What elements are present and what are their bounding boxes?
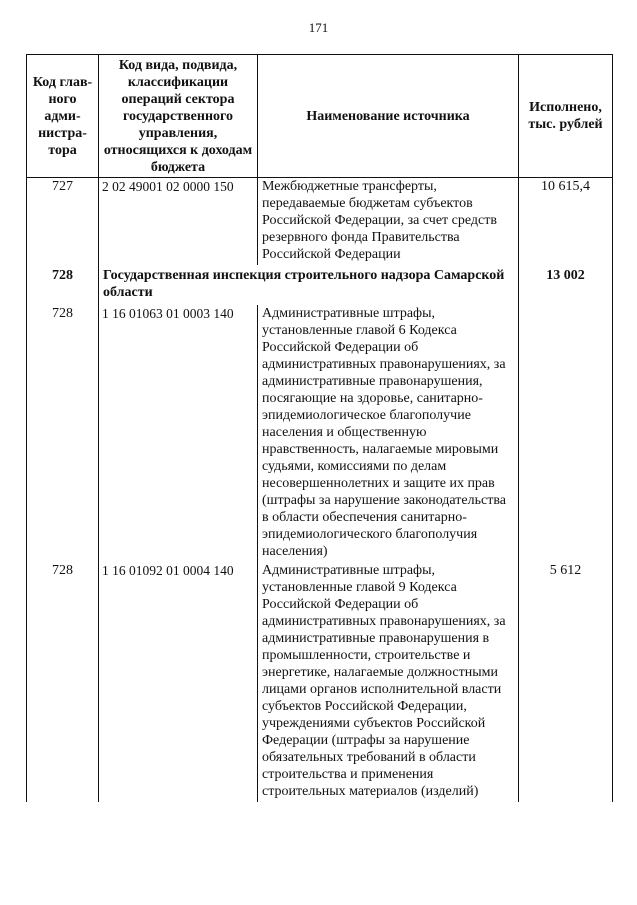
amount-cell xyxy=(519,305,613,562)
table-row xyxy=(27,305,613,562)
header-source-name: Наименование источника xyxy=(258,55,519,178)
header-type-code: Код вида, подвида, классификации операций сектора государственного управления, относящихся к доходам бюджета xyxy=(99,55,258,178)
amount-cell: 5 612 xyxy=(519,562,613,802)
page-number: 171 xyxy=(308,20,329,35)
header-amount: Исполнено, тыс. рублей xyxy=(519,55,613,178)
table-row xyxy=(27,178,613,266)
admin-code-cell: 728 xyxy=(27,305,99,562)
section-row xyxy=(27,265,613,305)
table-header-row xyxy=(27,55,613,178)
admin-code-cell: 728 xyxy=(27,562,99,802)
amount-cell: 10 615,4 xyxy=(519,178,613,266)
source-name-cell: Административные штрафы, установленные главой 9 Кодекса Российской Федерации об административных правонарушениях, за административные правонарушения в промышленности, строительстве и энергетике, налагаемые должностными лицами органов исполнительной власти субъектов Российской Федерации, учреждениями субъектов Российской Федерации (штрафы за нарушение обязательных требований в области строительства и применения строительных материалов (изделий) xyxy=(258,562,519,802)
section-amount: 13 002 xyxy=(519,265,613,305)
classification-code-cell: 2 02 49001 02 0000 150 xyxy=(99,178,258,266)
classification-code-cell: 1 16 01063 01 0003 140 xyxy=(99,305,258,562)
admin-code-cell: 727 xyxy=(27,178,99,266)
section-admin-code: 728 xyxy=(27,265,99,305)
budget-revenue-table xyxy=(26,54,613,802)
classification-code-cell: 1 16 01092 01 0004 140 xyxy=(99,562,258,802)
source-name-cell: Административные штрафы, установленные главой 6 Кодекса Российской Федерации об административных правонарушениях, за административные правонарушения, посягающие на здоровье, санитарно-эпидемиологическое благополучие населения и общественную нравственность, налагаемые мировыми судьями, комиссиями по делам несовершеннолетних и защите их прав (штрафы за нарушение законодательства в области обеспечения санитарно-эпидемиологического благополучия населения) xyxy=(258,305,519,562)
header-admin-code: Код глав-ного адми-нистра-тора xyxy=(27,55,99,178)
table-row xyxy=(27,562,613,802)
source-name-cell: Межбюджетные трансферты, передаваемые бюджетам субъектов Российской Федерации, за счет средств резервного фонда Правительства Российской Федерации xyxy=(258,178,519,266)
section-title: Государственная инспекция строительного надзора Самарской области xyxy=(99,265,519,305)
